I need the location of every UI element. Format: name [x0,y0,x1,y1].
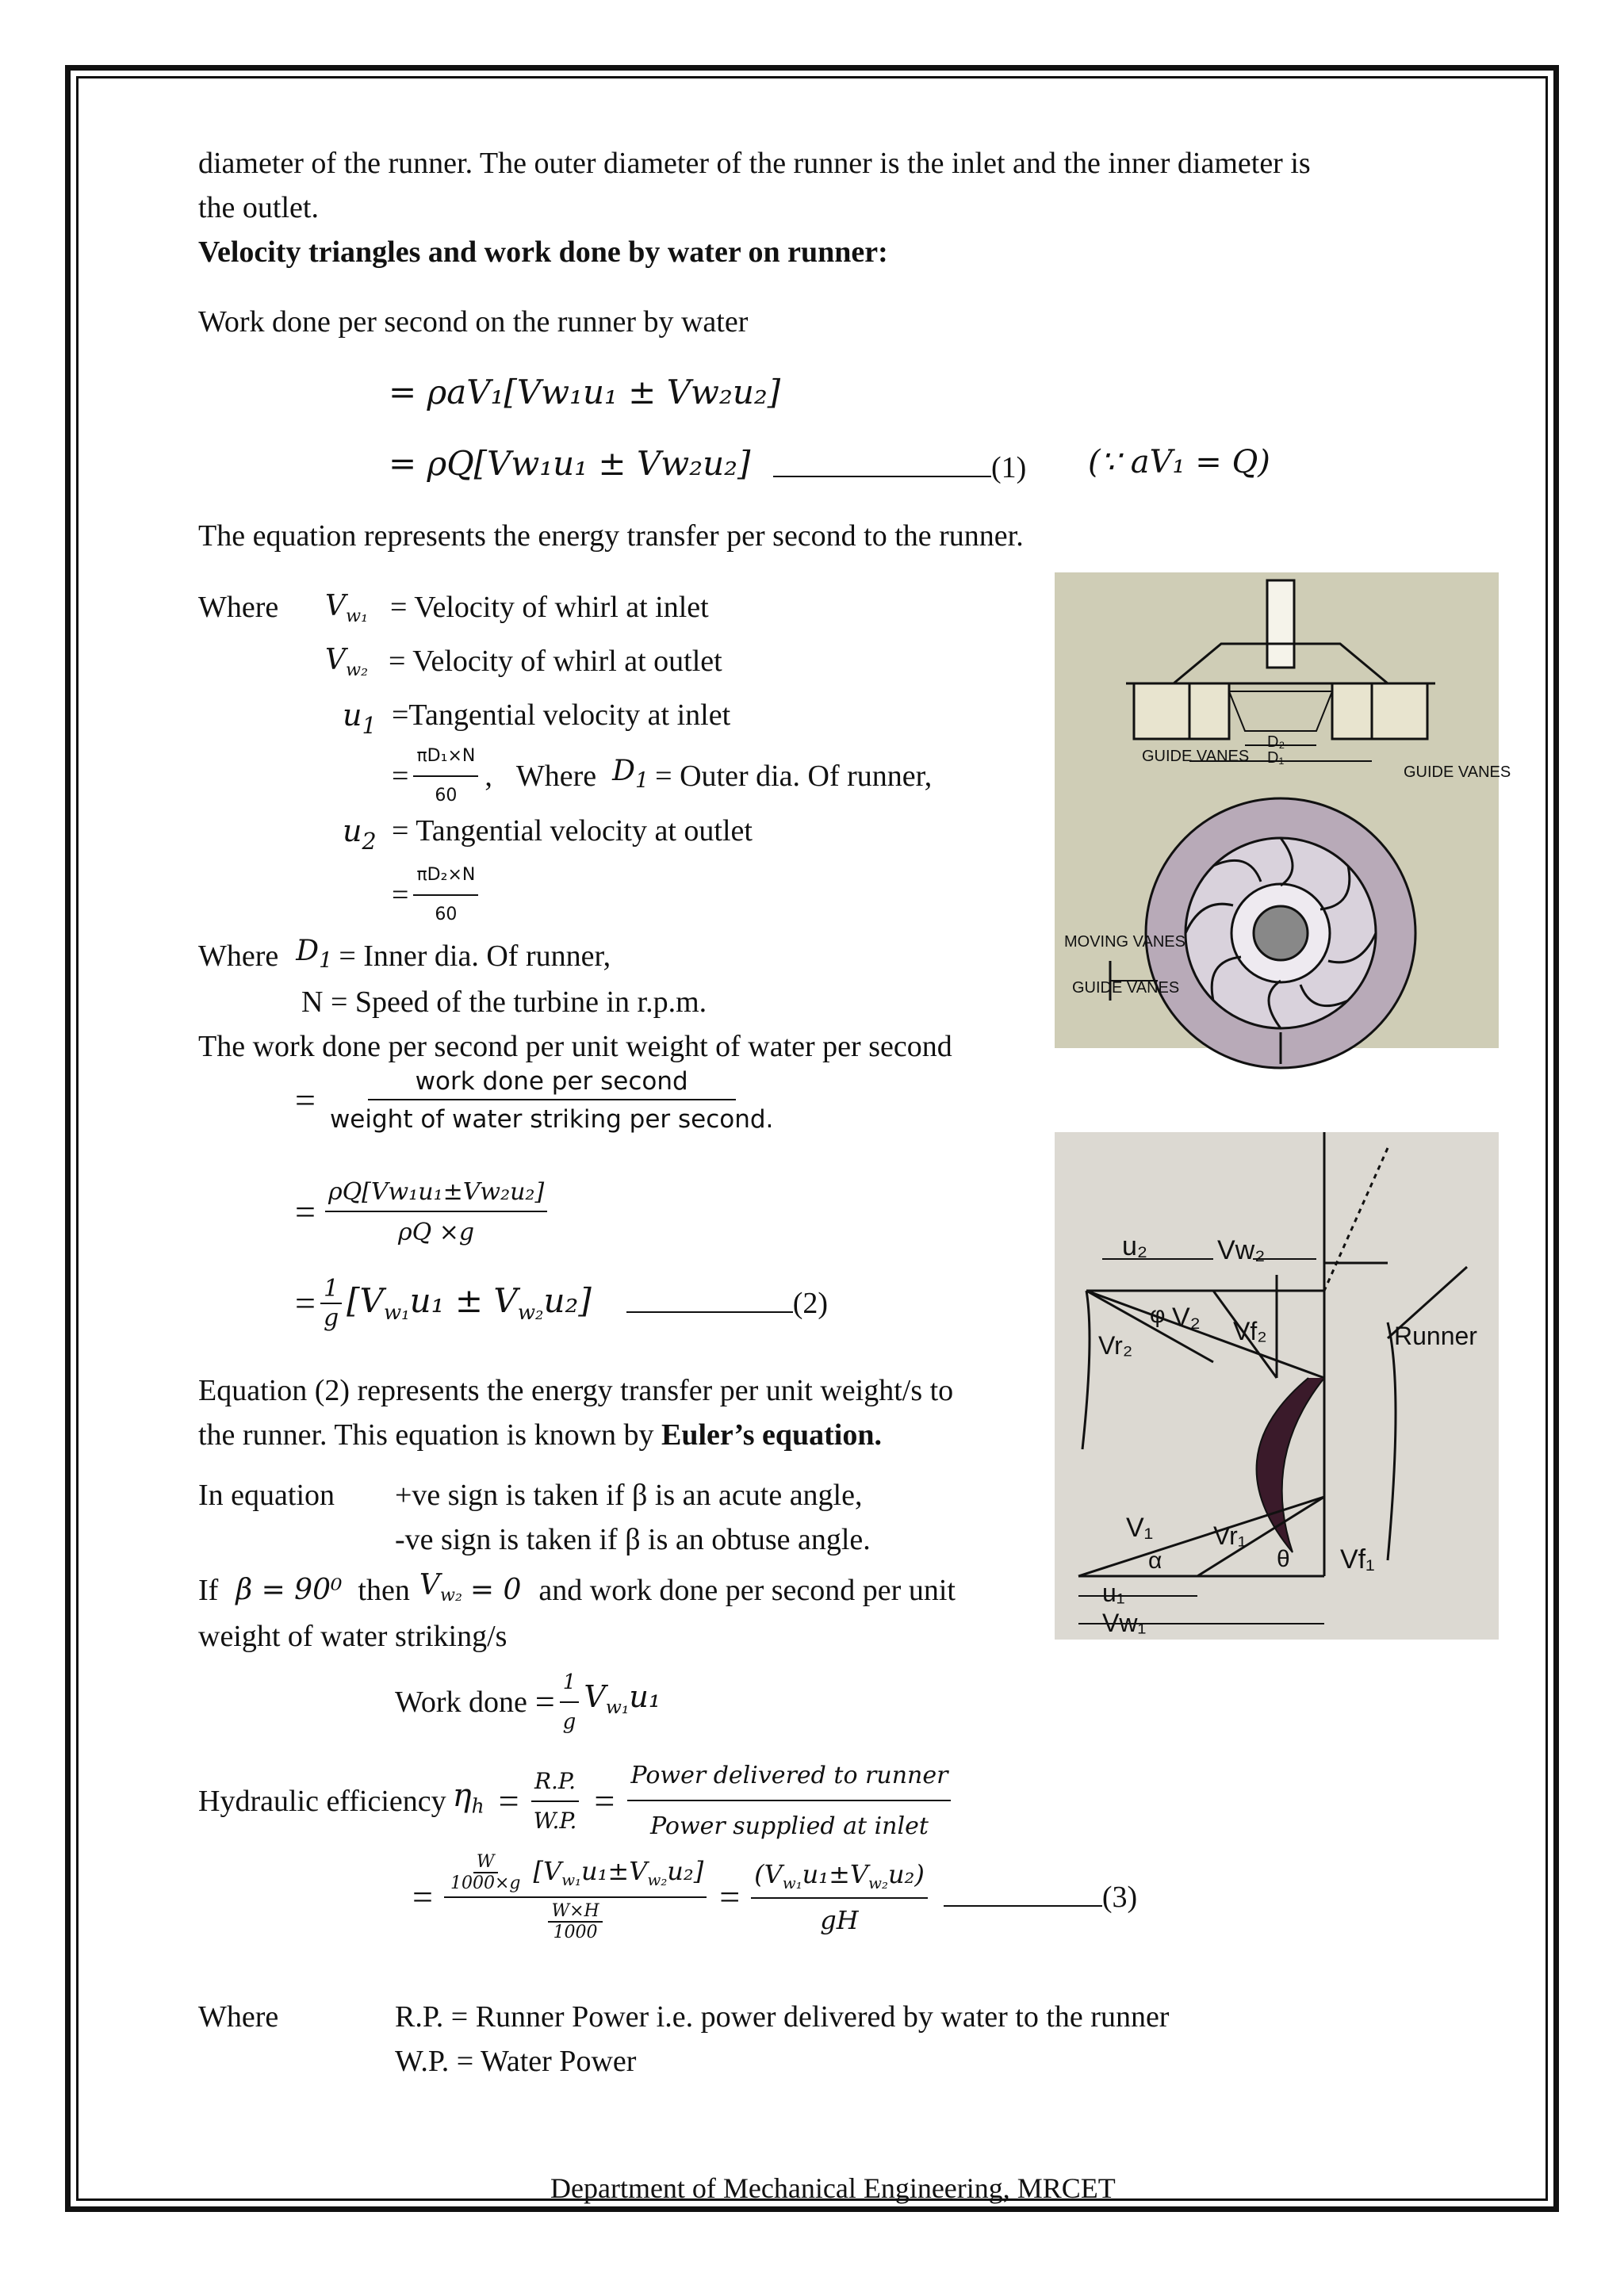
def-n: N = Speed of the turbine in r.p.m. [301,985,707,1019]
work-one-over-g: $\frac{1}{g}$ [560,1663,580,1741]
u1-formula: = $\frac{\text{πD₁×N}}{60}$ , Where $D_1$ = Outer dia. Of runner, [392,737,932,815]
vw2-label: Vw₂ [1217,1235,1266,1265]
page-footer: Department of Mechanical Engineering, MRCET [550,2172,1116,2204]
equation-3-bracket: $[V_{w_1}u_1\pm V_{w_2}u_2]$ [533,1856,704,1889]
u2-label: u₂ [1122,1231,1148,1261]
where-label: Where [198,591,279,624]
rp-wp-fraction [530,1762,580,1840]
def-d1-inner: = Inner dia. Of runner, [339,939,611,974]
power-supplied: Power supplied at inlet [649,1812,929,1840]
symbol-u1: $u_1$ [343,698,377,739]
euler-line-2-text: the runner. This equation is known by [198,1418,662,1452]
def-d1-outer: = Outer dia. Of runner, [655,760,933,793]
where-d1-label: Where [515,760,597,793]
equation-2-tag [626,1284,828,1322]
velocity-triangles-diagram [1055,1132,1499,1640]
u2-fraction [413,856,478,934]
euler-line-2 [198,1416,882,1454]
equation-3: = $\frac{W}{1000\times g}$ $[V_{w_1}u_1\pm V_{w_2}u_2]$ $\frac{W\times H}{1000}$ = $\frac{(V_{w_1}u_1\pm V_{w_2}u_2)}{gH}$ (3) [412,1852,1138,1942]
w-over-1000g [447,1852,524,1893]
guide-vane-block-right-outer [1372,683,1427,739]
w-numerator: W [473,1852,498,1873]
def-u2: = Tangential velocity at outlet [392,814,753,848]
beta-condition-row [198,1567,956,1614]
beta-equation: β = 90⁰ [236,1573,343,1606]
v2-label: V₂ [1172,1303,1201,1333]
guide-vanes-right-label: GUIDE VANES [1404,763,1511,781]
section-heading: Velocity triangles and work done by water on runner: [198,235,888,269]
shaft-top [1267,580,1294,668]
u1-numerator: πD₁×N [413,737,478,777]
rho-equation: = $\frac{\text{ρQ[Vw₁u₁±Vw₂u₂]}}{\rho Q \times g}$ [295,1178,547,1246]
guide-vanes-left-label: GUIDE VANES [1142,748,1250,765]
power-fraction [627,1757,951,1846]
work-done-equation: Work done = $\frac{1}{g}$ $V_{w_1}u_1$ [395,1663,661,1741]
rp-definition: R.P. = Runner Power i.e. power delivered by water to the runner [395,2000,1170,2034]
equation-1-tag [773,449,1026,487]
equation-3-result: $\frac{(V_{w_1}u_1\pm V_{w_2}u_2)}{gH}$ [751,1859,928,1935]
symbol-vw1: $V_{w_1}$ [325,590,369,626]
def-vw1: = Velocity of whirl at inlet [390,591,709,624]
wh-over-1000 [548,1901,602,1942]
u1-denominator: 60 [435,786,458,806]
wh-numerator: W×H [548,1901,602,1923]
alpha-label: α [1148,1548,1162,1574]
theta-label: θ [1277,1546,1290,1572]
equation-2: = $\frac{1}{g}$ $[V_{w_1}u_1 \pm V_{w_2}u_2]$ (2) [295,1275,829,1332]
weight-striking-text: weight of water striking/s [198,1620,508,1653]
symbol-u2: $u_2$ [343,813,377,855]
ratio-denominator: weight of water striking per second. [329,1105,774,1134]
wh-denominator: 1000 [553,1923,598,1942]
runner-diagram [1055,572,1511,1048]
d2-label: D₂ [1267,733,1285,751]
wp-denominator: W.P. [533,1808,577,1834]
w-denominator: 1000×g [450,1873,521,1893]
equation-line-1: = ρaV₁[Vw₁u₁ ± Vw₂u₂] [389,373,781,411]
vr2-label: Vr₂ [1098,1331,1133,1360]
guide-vanes-bottom-label: GUIDE VANES [1072,979,1180,997]
where-label-3: Where [198,2000,279,2034]
rho-denominator: ρQ ×g [398,1219,475,1246]
vf2-label: Vf₂ [1233,1317,1267,1345]
symbol-vw2: $V_{w_2}$ [325,644,369,680]
eta-h-symbol: $\eta_h$ [452,1777,485,1818]
d1-label: D₁ [1267,749,1285,767]
then-label: then [358,1573,410,1607]
u2-denominator: 60 [435,905,458,924]
v1-label: V₁ [1126,1513,1154,1543]
work-done-label: Work done [395,1686,527,1719]
equation-line-2: = ρQ[Vw₁u₁ ± Vw₂u₂] [389,444,751,483]
equation-1-note: (∵ aV₁ = Q) [1088,444,1270,480]
rp-numerator: R.P. [531,1762,579,1802]
rho-numerator: ρQ[Vw₁u₁±Vw₂u₂] [325,1178,547,1212]
wp-definition: W.P. = Water Power [395,2045,637,2078]
if-label: If [198,1573,219,1607]
unit-weight-text: The work done per second per unit weight of water per second [198,1030,952,1063]
equation-1-label: (1) [991,451,1027,484]
def-vw2: = Velocity of whirl at outlet [389,645,722,678]
euler-line-1: Equation (2) represents the energy transfer per unit weight/s to [198,1374,954,1407]
ratio-numerator: work done per second [368,1067,736,1100]
equation-2-label: (2) [792,1287,829,1320]
vr1-label: Vr₁ [1213,1521,1247,1550]
u1-label: u₁ [1102,1578,1125,1607]
hydraulic-efficiency-row: Hydraulic efficiency $\eta_h$ = $\frac{R.P.}{W.P.}$ = $\frac{\text{Power delivered to runner}}{\text{Power supplied at inlet}}$ [198,1757,951,1846]
power-delivered: Power delivered to runner [627,1757,951,1801]
one-over-g: $\frac{1}{g}$ [320,1275,342,1332]
vw1-label: Vw₁ [1102,1609,1147,1637]
def-u1: =Tangential velocity at inlet [392,698,731,732]
u2-numerator: πD₂×N [413,856,478,896]
euler-equation-name: Euler’s equation. [661,1418,882,1452]
work-done-text: Work done per second on the runner by water [198,305,749,339]
ratio-equation: = $\frac{\text{work done per second}}{\text{weight of water striking per second.}}$ [295,1067,776,1134]
guide-vane-block-left-outer [1134,683,1189,739]
u1-fraction [413,737,478,815]
vf1-label: Vf₁ [1340,1544,1375,1575]
intro-line-2: the outlet. [198,191,319,224]
symbol-vw2-cond: $V_{w_2}$ [419,1569,462,1605]
u2-formula: = $\frac{\text{πD₂×N}}{60}$ [392,856,478,934]
gh-denominator: gH [820,1904,859,1935]
moving-vanes-label: MOVING VANES [1064,933,1185,951]
rho-fraction [325,1178,547,1246]
vw2-zero: = 0 [469,1573,522,1606]
work-done-body: $V_{w_1}u_1$ [584,1679,661,1719]
hydraulic-label: Hydraulic efficiency [198,1785,446,1818]
shaft-section [1254,906,1308,960]
ratio-fraction [327,1067,776,1134]
runner-label: Runner [1394,1322,1477,1350]
in-equation-label: In equation [198,1479,335,1512]
phi-label: φ [1150,1302,1166,1328]
d1-inner-row [198,932,611,980]
energy-transfer-text: The equation represents the energy transfer per second to the runner. [198,519,1024,553]
work-unit-text: and work done per second per unit [538,1573,956,1607]
equation-3-tag [944,1878,1137,1916]
minus-sign-rule: -ve sign is taken if β is an obtuse angle. [395,1523,871,1556]
where-label-2: Where [198,939,279,974]
equation-3-big-fraction [444,1852,707,1942]
plus-sign-rule: +ve sign is taken if β is an acute angle, [395,1479,863,1512]
symbol-d1-inner: $D_1$ [296,935,333,974]
equation-3-label: (3) [1101,1881,1138,1914]
intro-line-1: diameter of the runner. The outer diameter of the runner is the inlet and the inner diameter is [198,147,1311,180]
symbol-d1-outer: $D_1$ [612,754,649,794]
equation-2-body: $[V_{w_1}u_1 \pm V_{w_2}u_2]$ [347,1281,592,1326]
